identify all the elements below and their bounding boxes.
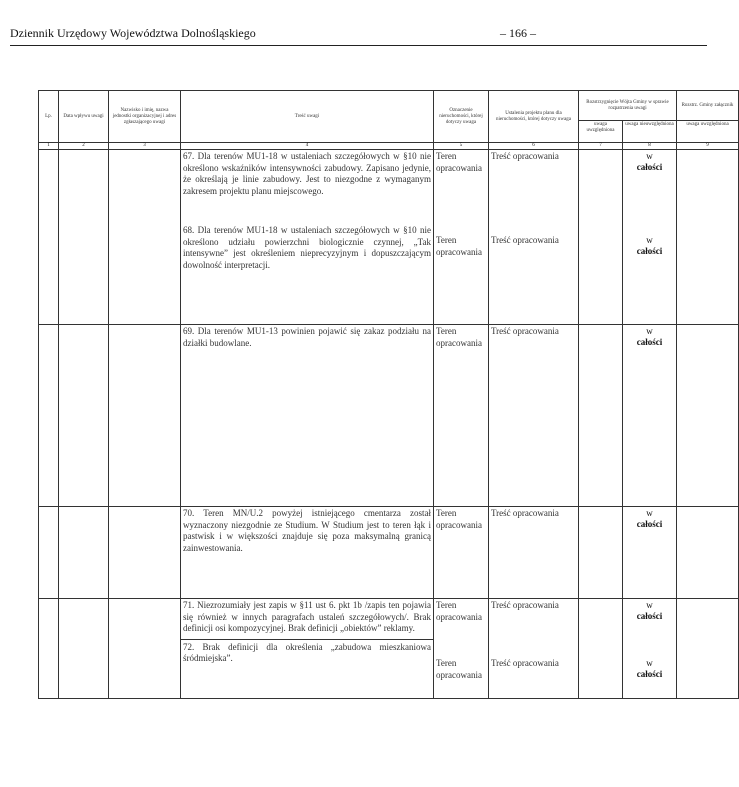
remark-70-rejected-w: w: [646, 508, 653, 518]
header-council-group: Rozstrz. Gminy załącznik: [677, 91, 739, 121]
remark-72-provisions: Treść opracowania: [491, 658, 559, 668]
designation-cell: [434, 507, 489, 599]
table-header-row: [39, 91, 739, 121]
remark-72-designation: Teren opracowania: [436, 658, 482, 680]
remark-72-rejected-scope: całości: [636, 669, 663, 679]
header-wojt-group: Rozstrzygnięcie Wójta Gminy w sprawie rozpatrzenia uwagi: [579, 91, 677, 121]
table-row: [39, 507, 739, 599]
council-cell: [677, 507, 739, 599]
council-cell: [677, 599, 739, 699]
remark-68-designation: Teren opracowania: [436, 235, 482, 257]
remarks-table: [38, 90, 739, 699]
remark-67-rejected-scope: całości: [636, 162, 663, 172]
wojt-accepted-cell: [579, 507, 623, 599]
name-cell: [109, 599, 181, 699]
remark-67-rejected-w: w: [646, 151, 653, 161]
remark-69-rejected-w: w: [646, 326, 653, 336]
remark-67-text: 67. Dla terenów MU1-18 w ustaleniach szczegółowych w §10 nie określono wskaźników intensywności zabudowy. Zapisano jedynie, że określają je linie zabudowy. Jest to niezgodne z wymaganym zakresem projektu planu miejscowego.: [183, 151, 431, 196]
column-number: 1: [39, 143, 59, 150]
remark-69-designation: Teren opracowania: [436, 326, 482, 348]
table-row: [39, 599, 739, 699]
column-number: 3: [109, 143, 181, 150]
council-cell: [677, 150, 739, 325]
remark-71-rejected-scope: całości: [636, 611, 663, 621]
content-cell: [181, 599, 434, 699]
remark-71-designation: Teren opracowania: [436, 600, 482, 622]
remark-71-text: 71. Niezrozumiały jest zapis w §11 ust 6. pkt 1b /zapis ten pojawia się również w innych paragrafach ustaleń szczegółowych/. Brak definicji osi kompozycyjnej. Brak definicji „obiektów” reklamy.: [181, 600, 433, 640]
remark-70-rejected-scope: całości: [636, 519, 663, 529]
journal-title: Dziennik Urzędowy Województwa Dolnośląskiego: [10, 26, 256, 40]
column-number: 5: [434, 143, 489, 150]
name-cell: [109, 325, 181, 507]
name-cell: [109, 507, 181, 599]
header-lp: Lp.: [39, 91, 59, 143]
header-wojt-rejected: uwaga nieuwzględniona: [623, 121, 677, 143]
remark-72-text: 72. Brak definicji dla określenia „zabudowa mieszkaniowa śródmiejska”.: [183, 641, 431, 663]
header-name: Nazwisko i imię, nazwa jednostki organizacyjnej i adres zgłaszającego uwagi: [109, 91, 181, 143]
wojt-rejected-cell: [623, 325, 677, 507]
column-number: 6: [489, 143, 579, 150]
content-cell: [181, 507, 434, 599]
table-row: [39, 150, 739, 325]
remark-69-provisions: Treść opracowania: [491, 326, 559, 336]
remark-70-text: 70. Teren MN/U.2 powyżej istniejącego cmentarza został wyznaczony niezgodnie ze Studium. W Studium jest to teren łąk i pastwisk i w większości znajduje się poza maksymalną granicą zainwestowania.: [183, 508, 431, 553]
header-provisions: Ustalenia projektu planu dla nieruchomości, której dotyczy uwaga: [489, 91, 579, 143]
header-content: Treść uwagi: [181, 91, 434, 143]
lp-cell: [39, 325, 59, 507]
provisions-cell: [489, 507, 579, 599]
date-cell: [59, 150, 109, 325]
wojt-rejected-cell: [623, 507, 677, 599]
header-date: Data wpływu uwagi: [59, 91, 109, 143]
column-number: 4: [181, 143, 434, 150]
remark-70-designation: Teren opracowania: [436, 508, 482, 530]
date-cell: [59, 325, 109, 507]
designation-cell: [434, 599, 489, 699]
column-number: 8: [623, 143, 677, 150]
name-cell: [109, 150, 181, 325]
remark-68-rejected-scope: całości: [636, 246, 663, 256]
remark-70-provisions: Treść opracowania: [491, 508, 559, 518]
wojt-accepted-cell: [579, 150, 623, 325]
header-designation: Oznaczenie nieruchomości, której dotyczy uwaga: [434, 91, 489, 143]
provisions-cell: [489, 325, 579, 507]
column-number: 7: [579, 143, 623, 150]
remark-68-text: 68. Dla terenów MU1-18 w ustaleniach szczegółowych w §10 nie określono udziału powierzchni biologicznie czynnej, „Tak intensywne” jest określeniem nieprecyzyjnym i dopuszczającym dowolność interpretacji.: [183, 225, 431, 270]
remark-67-designation: Teren opracowania: [436, 151, 482, 173]
page-number: – 166 –: [500, 26, 536, 40]
remark-71-provisions: Treść opracowania: [491, 600, 559, 610]
page-header: [10, 26, 707, 46]
remark-69-text: 69. Dla terenów MU1-13 powinien pojawić się zakaz podziału na działki budowlane.: [183, 326, 431, 348]
wojt-rejected-cell: [623, 150, 677, 325]
date-cell: [59, 599, 109, 699]
header-council-accepted: uwaga uwzględniona: [677, 121, 739, 143]
column-number-row: [39, 143, 739, 150]
designation-cell: [434, 325, 489, 507]
content-cell: [181, 150, 434, 325]
column-number: 2: [59, 143, 109, 150]
wojt-accepted-cell: [579, 325, 623, 507]
lp-cell: [39, 507, 59, 599]
lp-cell: [39, 150, 59, 325]
remark-68-rejected-w: w: [646, 235, 653, 245]
provisions-cell: [489, 599, 579, 699]
remark-68-provisions: Treść opracowania: [491, 235, 559, 245]
remark-72-rejected-w: w: [646, 658, 653, 668]
lp-cell: [39, 599, 59, 699]
header-rule: [10, 45, 707, 46]
date-cell: [59, 507, 109, 599]
column-number: 9: [677, 143, 739, 150]
header-wojt-accepted: uwaga uwzględniona: [579, 121, 623, 143]
council-cell: [677, 325, 739, 507]
remark-67-provisions: Treść opracowania: [491, 151, 559, 161]
remarks-table-wrapper: [38, 90, 734, 700]
wojt-rejected-cell: [623, 599, 677, 699]
remark-69-rejected-scope: całości: [636, 337, 663, 347]
wojt-accepted-cell: [579, 599, 623, 699]
content-cell: [181, 325, 434, 507]
provisions-cell: [489, 150, 579, 325]
remark-71-rejected-w: w: [646, 600, 653, 610]
designation-cell: [434, 150, 489, 325]
table-row: [39, 325, 739, 507]
